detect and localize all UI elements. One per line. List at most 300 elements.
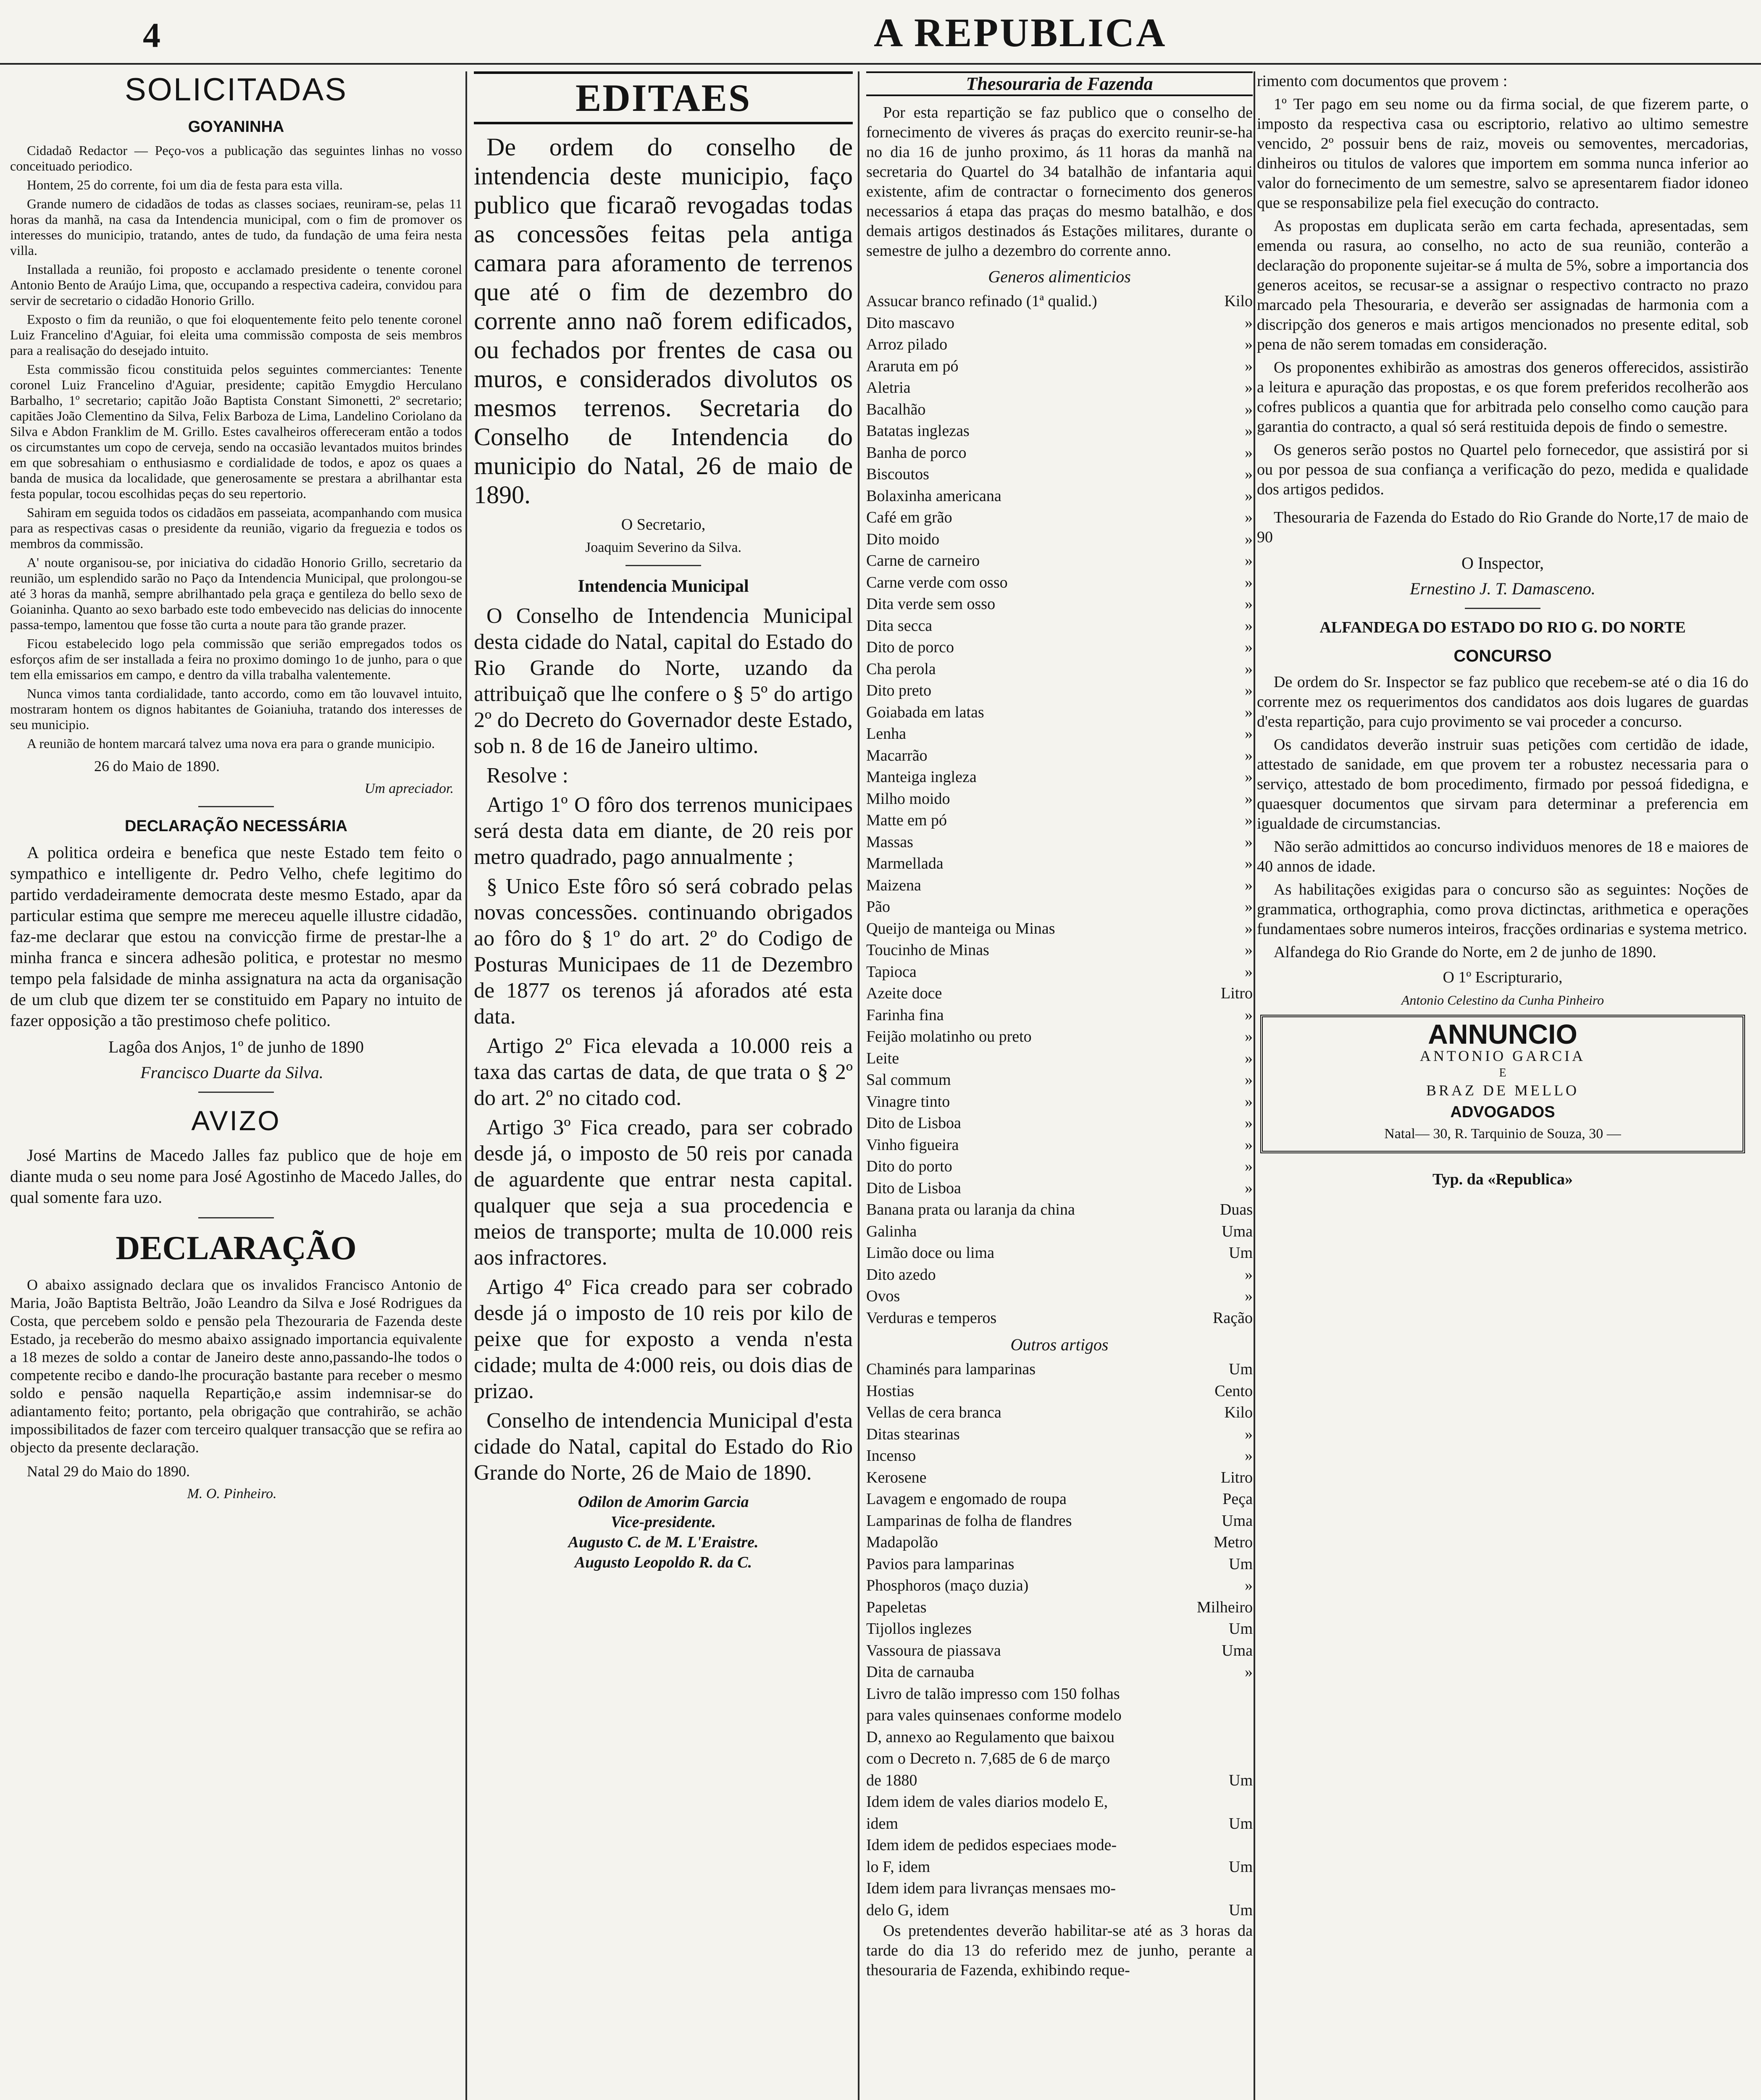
list-item [866, 593, 1253, 615]
paragraph: De ordem do conselho de intendencia deste municipio, faço publico que ficaraõ revogadas todas as concessões feitas pela antiga camara para aforamento de terrenos que até o fim de dezembro do corrente anno naõ forem edificados, ou fechados por frentes de casa ou muros, e considerados divolutos os mesmos terrenos. Secretaria do Conselho de Intendencia do municipio do Natal, 26 de maio de 1890. [474, 133, 853, 509]
item-name: Batatas inglezas [866, 422, 970, 440]
item-unit: Kilo [1224, 1404, 1253, 1421]
annuncio-line: ANTONIO GARCIA [1419, 1047, 1586, 1064]
item-name: Massas [866, 833, 913, 851]
list-item [866, 1402, 1253, 1424]
list-item [866, 1467, 1253, 1489]
paragraph: A reunião de hontem marcará talvez uma nova era para o grande municipio. [27, 736, 435, 751]
list-item [866, 810, 1253, 832]
item-name: Madapolão [866, 1533, 938, 1551]
column-continuation [1257, 71, 1748, 2100]
item-unit: » [1245, 1136, 1253, 1154]
paragraph: Os proponentes exhibirão as amostras dos generos offerecidos, assistirão a leitura e apuração das propostas, e os que forem preferidos recolherão aos cofres publicos a quantia que for arbitrada pelo conselho como caução para garantia do contracto, a qual só será restituida depois de findo o semestre. [1257, 359, 1748, 436]
item-name: Dito de porco [866, 638, 954, 656]
item-unit: » [1245, 876, 1253, 894]
list-item [866, 1424, 1253, 1446]
list-item [866, 1221, 1253, 1243]
item-name: Sal commum [866, 1071, 951, 1089]
list-item [866, 702, 1253, 724]
list-item [866, 1005, 1253, 1026]
list-item [866, 745, 1253, 767]
item-unit: » [1245, 1028, 1253, 1045]
item-name: Tijollos inglezes [866, 1620, 972, 1638]
item-unit: » [1245, 1006, 1253, 1024]
item-unit: » [1245, 919, 1253, 937]
article-signature: Um apreciador. [364, 781, 454, 796]
list-item [866, 853, 1253, 875]
list-item [866, 1791, 1253, 1813]
item-unit: » [1245, 941, 1253, 959]
list-item [866, 1264, 1253, 1286]
annuncio-heading: ANNUNCIO [1428, 1018, 1577, 1050]
item-name: Lavagem e engomado de roupa [866, 1490, 1067, 1508]
item-name: Café em grão [866, 509, 952, 526]
article-date: Lagôa dos Anjos, 1º de junho de 1890 [108, 1037, 364, 1056]
item-name: Assucar branco refinado (1ª qualid.) [866, 292, 1097, 310]
divider [198, 1217, 274, 1218]
item-unit [1248, 1705, 1253, 1727]
signature-name: Joaquim Severino da Silva. [585, 540, 742, 555]
item-name: Lamparinas de folha de flandres [866, 1512, 1072, 1530]
item-unit: » [1245, 487, 1253, 505]
item-unit: » [1245, 898, 1253, 916]
column-editaes [474, 71, 853, 2100]
item-name: Maizena [866, 876, 921, 894]
signature-title: O 1º Escripturario, [1443, 969, 1563, 986]
article-heading: AVIZO [191, 1105, 281, 1136]
item-name: Aletria [866, 379, 911, 396]
item-unit: Um [1229, 1360, 1253, 1378]
list-item [866, 1900, 1253, 1922]
divider [198, 1092, 274, 1093]
item-name: Marmellada [866, 855, 944, 872]
item-name: Dito de Lisboa [866, 1114, 961, 1132]
paragraph: As habilitações exigidas para o concurso são as seguintes: Noções de grammatica, orthographia, como prova dictinctas, arithmetica e operações fundamentaes sobre numeros inteiros, fracções ordinarias e systema metrico. [1257, 881, 1748, 938]
annuncio-line: BRAZ DE MELLO [1426, 1082, 1579, 1099]
typographer: Typ. da «Republica» [1432, 1171, 1573, 1188]
item-unit: » [1245, 725, 1253, 743]
item-name: Vinho figueira [866, 1136, 959, 1154]
list-item [866, 464, 1253, 486]
list-item [866, 507, 1253, 529]
item-name: Vellas de cera branca [866, 1404, 1001, 1421]
item-unit: Metro [1214, 1533, 1253, 1551]
generos-list [866, 291, 1253, 1329]
item-unit [1248, 1835, 1253, 1856]
item-name: Banana prata ou laranja da china [866, 1201, 1075, 1218]
article-signature: Francisco Duarte da Silva. [140, 1063, 323, 1082]
item-unit: » [1245, 746, 1253, 764]
item-name: Dito mascavo [866, 314, 955, 332]
paragraph: O abaixo assignado declara que os invalidos Francisco Antonio de Maria, João Baptista Beltrão, João Leandro da Silva e José Rodrigues da Costa, que percebem soldo e pensão pela Thezouraria de Fazenda deste Estado, ja receberão do mesmo abaixo assignado importancia equivalente a 18 mezes de soldo a contar de Janeiro deste anno,passando-lhe todos o competente recibo e dando-lhe procuração bastante para receber o mesmo soldo e pensão naquella Repartição,e assim indemnisar-se do adiantamento feito; portanto, pela obrigação que contrahirão, se achão impossibilitados de fazer com terceiro qualquer transacção que se refira ao objecto da presente declaração. [10, 1276, 462, 1456]
annuncio-box [1260, 1015, 1745, 1153]
list-item [866, 1618, 1253, 1640]
item-unit: Milheiro [1197, 1598, 1253, 1616]
page-number: 4 [143, 16, 160, 55]
signature-line: Vice-presidente. [610, 1513, 716, 1531]
list-item [866, 1640, 1253, 1662]
item-name: Macarrão [866, 746, 928, 764]
list-item [866, 1748, 1253, 1770]
list-item [866, 1134, 1253, 1156]
item-unit: » [1245, 833, 1253, 851]
item-name: Dito azedo [866, 1265, 936, 1284]
thesouraria-date: Thesouraria de Fazenda do Estado do Rio Grande do Norte,17 de maio de 90 [1257, 509, 1748, 546]
list-item [866, 291, 1253, 312]
paragraph: rimento com documentos que provem : [1257, 72, 1508, 90]
intendencia-body [474, 603, 853, 1486]
item-unit: » [1245, 336, 1253, 353]
item-unit: » [1245, 422, 1253, 440]
item-unit: » [1245, 768, 1253, 786]
item-name: Limão doce ou lima [866, 1244, 994, 1262]
paragraph: Por esta repartição se faz publico que o conselho de fornecimento de viveres ás praças do exercito reunir-se-ha no dia 16 de junho proximo, ás 11 horas da manhã na secretaria do Quartel do 34 batalhão de infantaria aqui existente, afim de contractar o fornecimento dos generos necessarios á etapa das praças do mesmo batalhão, e dos demais artigos destinados ás Estações militares, durante o semestre de julho a dezembro do corrente anno. [866, 104, 1253, 260]
list-item [866, 1026, 1253, 1048]
annuncio-line: Natal— 30, R. Tarquinio de Souza, 30 — [1384, 1126, 1621, 1142]
divider [198, 806, 274, 807]
list-item [866, 766, 1253, 788]
item-unit: » [1245, 1179, 1253, 1197]
list-item [866, 1835, 1253, 1856]
item-name: Milho moido [866, 790, 950, 808]
paragraph: Os candidatos deverão instruir suas petições com certidão de idade, attestado de sanidade, em que provem ter a robustez necessaria para o serviço, attestado de bom procedimento, firmado por pessoá fidedigna, e quaesquer documentos que sirvam para determinar a preferencia em igualdade de circumstancias. [1257, 736, 1748, 832]
item-unit: » [1245, 1071, 1253, 1089]
list-item [866, 312, 1253, 334]
list-item [866, 550, 1253, 572]
annuncio-line: ADVOGADOS [1450, 1103, 1555, 1121]
item-name: Kerosene [866, 1468, 927, 1486]
paragraph: Installada a reunião, foi proposto e acclamado presidente o tenente coronel Antonio Bento de Araújo Lima, que, occupando a respectiva cadeira, convidou para servir de secretario o cidadão Honorio Grillo. [10, 262, 462, 308]
item-name: Farinha fina [866, 1006, 944, 1024]
item-name: Vinagre tinto [866, 1092, 950, 1110]
list-item [866, 1683, 1253, 1705]
list-item [866, 1445, 1253, 1467]
paragraph: Sahiram em seguida todos os cidadãos em passeiata, acompanhando com musica para as respectivas casas o presidente da reunião, vigario da freguezia e todos os membros da commissão. [10, 505, 462, 551]
paragraph: Os generos serão postos no Quartel pelo fornecedor, que assistirá por si ou por pessoa de sua confiança a verificação do pezo, medida e qualidade dos artigos pedidos. [1257, 441, 1748, 498]
article-body [10, 143, 462, 751]
item-unit: Kilo [1224, 292, 1253, 310]
article-subheading: CONCURSO [1453, 647, 1552, 665]
item-name: D, annexo ao Regulamento que baixou [866, 1728, 1114, 1746]
item-name: Queijo de manteiga ou Minas [866, 919, 1055, 937]
list-item [866, 1156, 1253, 1178]
item-unit [1248, 1791, 1253, 1813]
paragraph: Cidadaõ Redactor — Peço-vos a publicação das seguintes linhas no vosso conceituado periodico. [10, 143, 462, 173]
item-unit: » [1245, 660, 1253, 678]
item-name: Azeite doce [866, 984, 942, 1002]
list-item [866, 442, 1253, 464]
item-name: Dito moido [866, 530, 940, 548]
paragraph: As propostas em duplicata serão em carta fechada, apresentadas, sem emenda ou rasura, ao conselho, no acto de sua reunião, conterão a declaração do proponente sujeitar-se á multa de 5%, sobre a importancia dos generos aceitos, se recusar-se a assignar o respectivo contracto no prazo marcado pela Thesouraria, e deverão ser assignadas de harmonia com a discripção dos generos e mais artigos mencionados no presente edital, sob pena de não serem tomadas em consideração. [1257, 217, 1748, 353]
item-name: Pão [866, 898, 890, 916]
item-name: Biscoutos [866, 465, 929, 483]
list-item [866, 1048, 1253, 1070]
item-unit: » [1245, 1158, 1253, 1175]
item-name: com o Decreto n. 7,685 de 6 de março [866, 1750, 1110, 1767]
article-body [10, 1276, 462, 1457]
item-name: Feijão molatinho ou preto [866, 1028, 1032, 1045]
list-item [866, 983, 1253, 1005]
paragraph: Artigo 2º Fica elevada a 10.000 reis a taxa das cartas de data, de que trata o § 2º do art. 2º no citado cod. [474, 1034, 853, 1110]
item-unit: » [1245, 379, 1253, 396]
list-item [866, 1878, 1253, 1900]
article-heading: GOYANINHA [188, 118, 284, 136]
item-unit: » [1245, 1287, 1253, 1305]
paragraph: O Conselho de Intendencia Municipal desta cidade do Natal, capital do Estado do Rio Grande do Norte, uzando da attribuiçaõ que lhe confere o § 5º do artigo 2º do Decreto do Governador deste Estado, sob n. 8 de 16 de Janeiro ultimo. [474, 604, 853, 758]
article-date: 26 do Maio de 1890. [94, 758, 220, 774]
item-name: Dita de carnauba [866, 1663, 975, 1681]
item-unit: » [1245, 811, 1253, 829]
list-item [866, 1662, 1253, 1683]
item-name: Goiabada em latas [866, 703, 984, 721]
paragraph: Não serão admittidos ao concurso individuos menores de 18 e maiores de 40 annos de idade. [1257, 838, 1748, 875]
section-title: SOLICITADAS [125, 72, 347, 108]
list-item [866, 940, 1253, 961]
column-rule [465, 71, 467, 2100]
paragraph: Resolve : [486, 764, 568, 788]
item-unit: » [1245, 1092, 1253, 1110]
list-item [866, 1597, 1253, 1619]
list-item [866, 1069, 1253, 1091]
list-item [866, 1575, 1253, 1597]
list-item [866, 961, 1253, 983]
paragraph: José Martins de Macedo Jalles faz publico que de hoje em diante muda o seu nome para José Agostinho de Macedo Jalles, do qual somente fara uzo. [10, 1146, 462, 1207]
item-name: Matte em pó [866, 811, 947, 829]
article-heading: DECLARAÇÃO [116, 1230, 357, 1267]
column-rule [1254, 71, 1255, 2100]
article-heading: DECLARAÇÃO NECESSÁRIA [125, 817, 347, 835]
list-item [866, 1286, 1253, 1307]
item-name: Toucinho de Minas [866, 941, 989, 959]
item-name: Galinha [866, 1222, 917, 1240]
list-item [866, 875, 1253, 897]
list-item [866, 832, 1253, 853]
section-title: EDITAES [474, 71, 853, 124]
item-name: Arroz pilado [866, 336, 948, 353]
item-name: Banha de porco [866, 444, 967, 462]
item-unit: » [1245, 855, 1253, 872]
divider [626, 565, 701, 566]
list-item [866, 659, 1253, 680]
item-unit: Cento [1214, 1382, 1253, 1400]
item-name: Dita verde sem osso [866, 595, 996, 613]
item-unit: » [1245, 617, 1253, 635]
livro-list [866, 1683, 1253, 1922]
item-name: Verduras e temperos [866, 1309, 997, 1327]
item-name: Ditas stearinas [866, 1425, 960, 1443]
item-unit [1248, 1683, 1253, 1705]
signature-line: Odilon de Amorim Garcia [578, 1493, 749, 1511]
item-unit: Peça [1222, 1490, 1253, 1508]
list-heading: Generos alimenticios [988, 267, 1131, 286]
item-unit: Uma [1222, 1641, 1253, 1659]
list-item [866, 1705, 1253, 1727]
list-item [866, 680, 1253, 702]
item-unit: Um [1229, 1620, 1253, 1638]
paragraph: Nunca vimos tanta cordialidade, tanto accordo, como em tão louvavel intuito, mostraram hontem os dignos habitantes de Goianiuha, tratando dos interesses de seu municipio. [10, 686, 462, 732]
list-item [866, 788, 1253, 810]
item-name: idem [866, 1814, 898, 1832]
item-name: delo G, idem [866, 1901, 949, 1919]
item-unit: » [1245, 703, 1253, 721]
item-name: Araruta em pó [866, 357, 959, 375]
annuncio-line: E [1499, 1066, 1506, 1079]
item-unit: Duas [1220, 1201, 1253, 1218]
list-item [866, 1199, 1253, 1221]
signature-title: O Secretario, [621, 516, 706, 533]
list-item [866, 486, 1253, 507]
list-heading: Outros artigos [1010, 1335, 1109, 1354]
item-unit: Litro [1221, 984, 1253, 1002]
alfandega-body [1257, 672, 1748, 962]
list-item [866, 529, 1253, 551]
item-unit: Um [1229, 1555, 1253, 1573]
paragraph: Os pretendentes deverão habilitar-se até as 3 horas da tarde do dia 13 do referido mez de junho, perante a thesouraria de Fazenda, exhibindo reque- [866, 1922, 1253, 1979]
item-unit: Uma [1222, 1512, 1253, 1530]
item-name: Dito do porto [866, 1158, 952, 1175]
item-name: Idem idem para livranças mensaes mo- [866, 1880, 1116, 1897]
item-name: Leite [866, 1049, 899, 1067]
newspaper-title: A REPUBLICA [874, 10, 1167, 55]
item-name: Hostias [866, 1382, 914, 1400]
list-item [866, 1813, 1253, 1835]
item-name: Cha perola [866, 660, 936, 678]
paragraph: Conselho de intendencia Municipal d'esta cidade do Natal, capital do Estado do Rio Grande do Norte, 26 de Maio de 1890. [474, 1409, 853, 1485]
list-item [866, 1091, 1253, 1113]
item-unit [1248, 1727, 1253, 1748]
list-item [866, 615, 1253, 637]
item-unit: » [1245, 1114, 1253, 1132]
list-item [866, 356, 1253, 378]
paragraph: Artigo 4º Fica creado para ser cobrado desde já o imposto de 10 reis por kilo de peixe que for exposto a venda n'esta cidade; multa de 4:000 reis, ou dois dias de prizao. [474, 1275, 853, 1403]
list-item [866, 1554, 1253, 1575]
paragraph: Esta commissão ficou constituida pelos seguintes commerciantes: Tenente coronel Luiz Francelino d'Aguiar, presidente; capitão Emygdio Herculano Barbalho, 1º secretario; capitão João Baptista Constant Simonetti, 2º secretario; capitães João Clementino da Silva, Felix Barboza de Lima, Landelino Coriolano da Silva e Abdon Franklim de M. Grillo. Estes cavalheiros offereceram então a todos os circumstantes um copo de cerveja, sendo na occasião levantados muitos brindes em que sobresahiam o enthusiasmo e cordialidade de todos, e apoz os quaes a banda de musica da localidade, que generosamente se prestara a abrilhantar esta festa popular, tocou escolhidas peças do seu repertorio. [10, 362, 462, 501]
list-item [866, 1532, 1253, 1554]
item-unit: Um [1229, 1244, 1253, 1262]
list-item [866, 896, 1253, 918]
list-item [866, 723, 1253, 745]
paragraph: Exposto o fim da reunião, o que foi eloquentemente feito pelo tenente coronel Luiz Francelino d'Aguiar, foi eleita uma commissão composta de seis membros para a realisação do desejado intuito. [10, 312, 462, 358]
item-unit: » [1245, 1265, 1253, 1284]
list-item [866, 1359, 1253, 1381]
paragraph: Hontem, 25 do corrente, foi um dia de festa para esta villa. [27, 177, 343, 192]
item-unit: » [1245, 595, 1253, 613]
paragraph: 1º Ter pago em seu nome ou da firma social, de que fizerem parte, o imposto da respectiva casa ou escriptorio, relativo ao ultimo semestre vencido, 2º possuir bens de raiz, moveis ou semoventes, mercadorias, dinheiros ou titulos de valores que importem em somma nunca inferior ao valor do fornecimento de um semestre, salvo se apresentarem fiador idoneo que se responsabilize pela fiel execução do contracto. [1257, 95, 1748, 212]
paragraph: A politica ordeira e benefica que neste Estado tem feito o sympathico e intelligente dr. Pedro Velho, chefe legitimo do partido verdadeiramente democrata deste mesmo Estado, apar da particular estima que sempre me mereceu aquelle illustre cidadão, faz-me declarar que estou na convicção firme de prestar-lhe a minha franca e sincera adhesão politica, e protestar no mesmo tempo pela falsidade de minha assignatura na acta da organisação de um club que dizem ter se constituido em Papary no intuito de fazer opposição a tão prestimoso chefe politico. [10, 843, 462, 1030]
item-unit: Litro [1221, 1468, 1253, 1486]
item-name: Vassoura de piassava [866, 1641, 1001, 1659]
list-item [866, 1381, 1253, 1402]
paragraph: Ficou estabelecido logo pela commissão que serião empregados todos os esforços afim de ser installada a feira no proximo domingo 1o de junho, para o que tem ella emissarios em campo, e dentro da villa trabalha valentemente. [10, 636, 462, 682]
paragraph: De ordem do Sr. Inspector se faz publico que recebem-se até o dia 16 do corrente mez os requerimentos dos candidatos aos dois lugares de guardas d'esta repartição, para cujo provimento se vai proceder a concurso. [1257, 673, 1748, 730]
list-item [866, 1488, 1253, 1510]
item-unit: » [1245, 682, 1253, 699]
list-item [866, 399, 1253, 421]
signature-name: Ernestino J. T. Damasceno. [1410, 579, 1595, 598]
column-rule [858, 71, 859, 2100]
item-unit: » [1245, 963, 1253, 981]
item-name: Bolaxinha americana [866, 487, 1001, 505]
divider [1465, 608, 1540, 609]
article-heading: Intendencia Municipal [578, 577, 749, 596]
paragraph: A' noute organisou-se, por iniciativa do cidadão Honorio Grillo, secretario da reunião, um esplendido sarão no Paço da Intendencia Municipal, que prolongou-se até 3 horas da manhã, sempre abrilhantado pela graça e gentileza do bello sexo de Goianinha. Quanto ao sexo barbado este todo embevecido nas delicias do innocente passa-tempo, lamentou que fosse tão curta a noute para tão grande prazer. [10, 555, 462, 632]
item-name: Livro de talão impresso com 150 folhas [866, 1685, 1120, 1703]
signature-line: Augusto C. de M. L'Eraistre. [568, 1533, 759, 1551]
list-item [866, 334, 1253, 356]
signature-block [474, 1492, 853, 1572]
item-unit: » [1245, 465, 1253, 483]
article-signature: M. O. Pinheiro. [187, 1486, 277, 1502]
item-unit: Uma [1222, 1222, 1253, 1240]
paragraph: Artigo 1º O fôro dos terrenos municipaes será desta data em diante, de 20 reis por metro quadrado, pago annualmente ; [474, 793, 853, 869]
list-item [866, 1242, 1253, 1264]
article-date: Natal 29 do Maio do 1890. [27, 1463, 190, 1480]
item-name: Carne verde com osso [866, 573, 1008, 591]
item-unit: » [1245, 357, 1253, 375]
item-unit: » [1245, 638, 1253, 656]
item-unit [1248, 1748, 1253, 1770]
paragraph: Artigo 3º Fica creado, para ser cobrado desde já, o imposto de 50 reis por canada de aguardente que entrar nesta capital. qualquer que seja a sua procedencia e meios de transporte; multa de 10.000 reis aos infractores. [474, 1116, 853, 1270]
item-name: Dito de Lisboa [866, 1179, 961, 1197]
item-unit: Um [1229, 1771, 1253, 1789]
item-unit: » [1245, 314, 1253, 332]
paragraph: Grande numero de cidadãos de todas as classes sociaes, reuniram-se, pelas 11 horas da manhã, na casa da Intendencia municipal, com o fim de promover os interesses do municipio, tratando, antes de tudo, da fundação de uma feira nesta villa. [10, 196, 462, 258]
item-name: lo F, idem [866, 1858, 930, 1876]
list-item [866, 1113, 1253, 1134]
item-unit: » [1245, 1425, 1253, 1443]
item-name: Phosphoros (maço duzia) [866, 1577, 1029, 1594]
conditions-body [1257, 71, 1748, 499]
item-unit: Ração [1213, 1309, 1253, 1327]
item-unit [1248, 1878, 1253, 1900]
list-item [866, 1178, 1253, 1200]
article-body [10, 842, 462, 1031]
signature-line: Augusto Leopoldo R. da C. [574, 1554, 752, 1571]
paragraph: Alfandega do Rio Grande do Norte, em 2 de junho de 1890. [1274, 943, 1656, 961]
column-solicitadas [10, 71, 462, 2100]
list-item [866, 1727, 1253, 1748]
outros-list [866, 1359, 1253, 1683]
item-unit: » [1245, 1049, 1253, 1067]
article-heading: Thesouraria de Fazenda [866, 71, 1253, 96]
item-name: Lenha [866, 725, 906, 743]
item-unit: » [1245, 790, 1253, 808]
item-name: Papeletas [866, 1598, 927, 1616]
signature-title: O Inspector, [1461, 554, 1544, 572]
masthead [0, 0, 1761, 65]
item-name: Dita secca [866, 617, 933, 635]
edital-body [474, 133, 853, 509]
item-unit: Um [1229, 1814, 1253, 1832]
item-name: Incenso [866, 1447, 916, 1465]
item-unit: » [1245, 509, 1253, 526]
list-item [866, 637, 1253, 659]
item-unit: » [1245, 573, 1253, 591]
item-unit: Um [1229, 1858, 1253, 1876]
column-thesouraria [866, 71, 1253, 2100]
item-name: Bacalhão [866, 400, 926, 418]
item-name: Ovos [866, 1287, 900, 1305]
item-name: Manteiga ingleza [866, 768, 977, 786]
item-name: Dito preto [866, 682, 932, 699]
list-item [866, 1770, 1253, 1792]
item-unit: » [1245, 1663, 1253, 1681]
item-name: de 1880 [866, 1771, 917, 1789]
article-heading: ALFANDEGA DO ESTADO DO RIO G. DO NORTE [1319, 619, 1686, 636]
list-item [866, 420, 1253, 442]
item-unit: » [1245, 444, 1253, 462]
item-name: para vales quinsenaes conforme modelo [866, 1706, 1122, 1724]
